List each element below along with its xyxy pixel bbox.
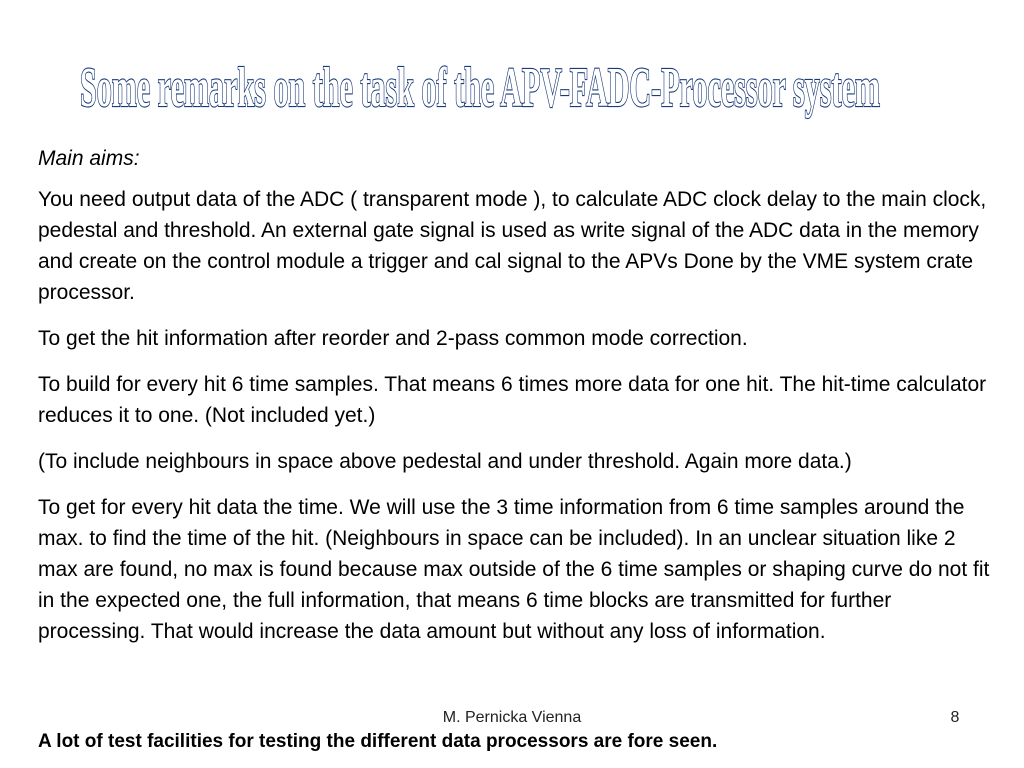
slide-title: Some remarks on the task of the APV-FADC-Processor system xyxy=(80,57,880,119)
slide-title-container xyxy=(70,28,890,138)
closing-statement: A lot of test facilities for testing the different data processors are fore seen. xyxy=(38,731,718,752)
slide-body xyxy=(38,143,998,662)
paragraph-neighbours: (To include neighbours in space above pedestal and under threshold. Again more data.) xyxy=(38,450,852,473)
paragraph-adc-output: You need output data of the ADC ( transparent mode ), to calculate ADC clock delay to the main clock, pedestal and threshold. An external gate signal is used as write signal of the ADC data in the memory and create on the control module a trigger and cal signal to the APVs Done by the VME system crate processor. xyxy=(38,188,987,304)
slide-title-graphic xyxy=(70,28,890,138)
footer-author: M. Pernicka Vienna xyxy=(442,709,582,726)
paragraph-hit-information: To get the hit information after reorder and 2-pass common mode correction. xyxy=(38,327,748,350)
main-aims-heading: Main aims: xyxy=(38,147,140,170)
paragraph-hit-time: To get for every hit data the time. We will use the 3 time information from 6 time samples around the max. to find the time of the hit. (Neighbours in space can be included). In an unclear situation like 2 max are found, no max is found because max outside of the 6 time samples or shaping curve do not fit in the expected one, the full information, that means 6 time blocks are transmitted for further processing. That would increase the data amount but without any loss of information. xyxy=(38,496,990,643)
paragraph-time-samples: To build for every hit 6 time samples. That means 6 times more data for one hit. The hit-time calculator reduces it to one. (Not included yet.) xyxy=(38,373,987,427)
page-number: 8 xyxy=(950,709,960,726)
